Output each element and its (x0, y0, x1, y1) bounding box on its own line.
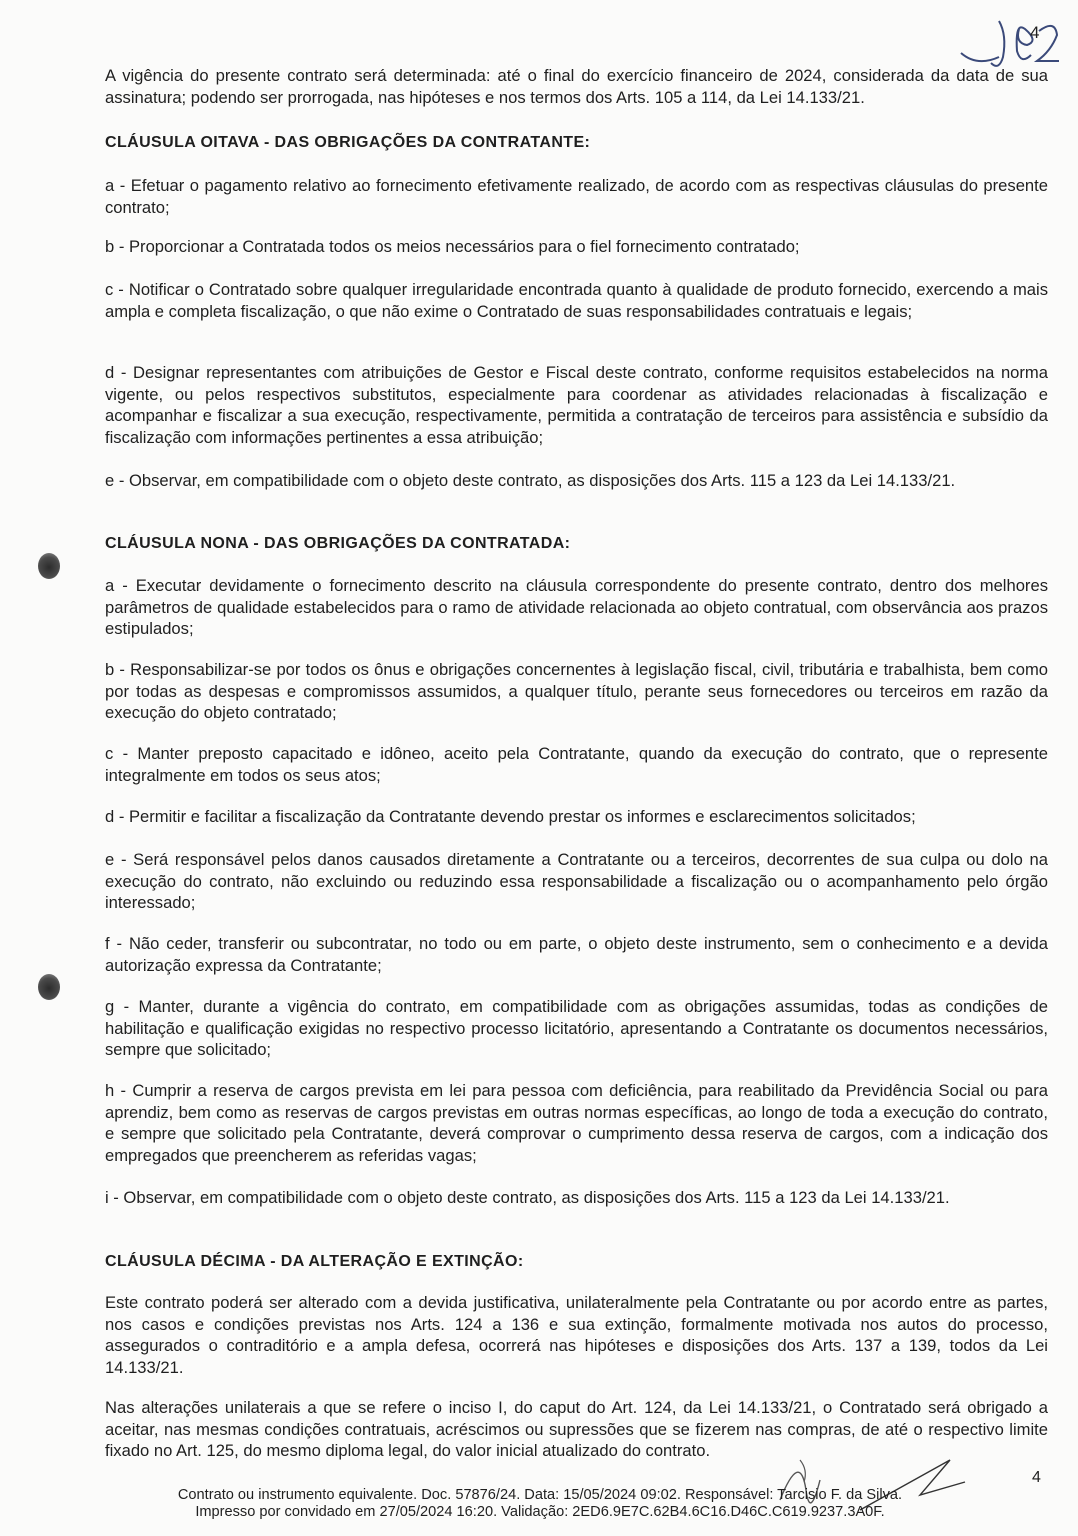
clause-8-item-b: b - Proporcionar a Contratada todos os meios necessários para o fiel fornecimento contratado; (105, 237, 800, 256)
clause-8-item-c: c - Notificar o Contratado sobre qualquer irregularidade encontrada quanto à qualidade de produto fornecido, exercendo a mais ampla e completa fiscalização, o que não exime o Contratado de suas responsabilidades contratuais e legais; (105, 280, 1048, 321)
clause-10-title: CLÁUSULA DÉCIMA - DA ALTERAÇÃO E EXTINÇÃO: (105, 1253, 524, 1270)
clause-9-item-c: c - Manter preposto capacitado e idôneo, aceito pela Contratante, quando da execução do contrato, que o represente integralmente em todos os seus atos; (105, 744, 1048, 785)
page-number-top: 4 (1030, 23, 1040, 42)
punch-hole-bottom (38, 974, 60, 1000)
punch-hole-top (38, 553, 60, 579)
page-number-bottom: 4 (1032, 1469, 1041, 1486)
clause-9-item-f: f - Não ceder, transferir ou subcontratar, no todo ou em parte, o objeto deste instrumento, sem o conhecimento e a devida autorização expressa da Contratante; (105, 934, 1048, 975)
clause-9-title: CLÁUSULA NONA - DAS OBRIGAÇÕES DA CONTRATADA: (105, 535, 571, 552)
clause-9-item-a: a - Executar devidamente o fornecimento descrito na cláusula correspondente do presente contrato, dentro dos melhores parâmetros de qualidade estabelecidos para o ramo de atividade relacionada ao objeto contratual, com observância aos prazos estipulados; (105, 576, 1048, 638)
clause-9-item-i: i - Observar, em compatibilidade com o objeto deste contrato, as disposições dos Arts. 115 a 123 da Lei 14.133/21. (105, 1188, 950, 1207)
clause-9-item-g: g - Manter, durante a vigência do contrato, em compatibilidade com as obrigações assumidas, todas as condições de habilitação e qualificação exigidas no respectivo processo licitatório, apresentando a Contratante os documentos necessários, sempre que solicitado; (105, 997, 1048, 1059)
clause-8-item-d: d - Designar representantes com atribuições de Gestor e Fiscal deste contrato, conforme requisitos estabelecidos na norma vigente, ou pelos respectivos substitutos, especialmente para coordenar as atividades relacionadas à fiscalização e acompanhar e fiscalizar a sua execução, respectivamente, permitida a contratação de terceiros para assistência e subsídio da fiscalização com informações pertinentes a essa atribuição; (105, 363, 1048, 447)
footer-line-2: Impresso por convidado em 27/05/2024 16:20. Validação: 2ED6.9E7C.62B4.6C16.D46C.C619.9237.3A0F. (195, 1504, 885, 1520)
footer-line-1: Contrato ou instrumento equivalente. Doc. 57876/24. Data: 15/05/2024 09:02. Responsável: Tarcisio F. da Silva. (177, 1487, 903, 1503)
clause-10-paragraph-1: Este contrato poderá ser alterado com a devida justificativa, unilateralmente pela Contratante ou por acordo entre as partes, nos casos e condições previstas nos Arts. 124 a 136 e sua extinção, formalmente motivada nos autos do processo, assegurados o contraditório e a ampla defesa, ocorrerá nas hipóteses e disposições dos Arts. 137 a 139, todos da Lei 14.133/21. (105, 1293, 1048, 1377)
clause-8-item-a: a - Efetuar o pagamento relativo ao fornecimento efetivamente realizado, de acordo com as respectivas cláusulas do presente contrato; (105, 176, 1048, 217)
intro-paragraph: A vigência do presente contrato será determinada: até o final do exercício financeiro de 2024, considerada da data de sua assinatura; podendo ser prorrogada, nas hipóteses e nos termos dos Arts. 105 a 114, da Lei 14.133/21. (105, 66, 1048, 107)
clause-9-item-e: e - Será responsável pelos danos causados diretamente a Contratante ou a terceiros, decorrentes de sua culpa ou dolo na execução do contrato, não excluindo ou reduzindo essa responsabilidade a fiscalização ou o acompanhamento pelo órgão interessado; (105, 850, 1048, 912)
clause-9-item-b: b - Responsabilizar-se por todos os ônus e obrigações concernentes à legislação fiscal, civil, tributária e trabalhista, bem como por todas as despesas e compromissos assumidos, a qualquer título, perante seus fornecedores ou terceiros em razão da execução do objeto contratado; (105, 660, 1048, 722)
clause-9-item-h: h - Cumprir a reserva de cargos prevista em lei para pessoa com deficiência, para reabilitado da Previdência Social ou para aprendiz, bem como as reservas de cargos previstas em outras normas específicas, ao longo de toda a execução do contrato, e sempre que solicitado pela Contratante, deverá comprovar o cumprimento dessa reserva de cargos, com a indicação dos empregados que preencherem as referidas vagas; (105, 1081, 1048, 1165)
clause-9-item-d: d - Permitir e facilitar a fiscalização da Contratante devendo prestar os informes e esclarecimentos solicitados; (105, 807, 916, 826)
clause-8-item-e: e - Observar, em compatibilidade com o objeto deste contrato, as disposições dos Arts. 115 a 123 da Lei 14.133/21. (105, 471, 956, 490)
clause-8-title: CLÁUSULA OITAVA - DAS OBRIGAÇÕES DA CONTRATANTE: (105, 134, 591, 151)
clause-10-paragraph-2: Nas alterações unilaterais a que se refere o inciso I, do caput do Art. 124, da Lei 14.133/21, o Contratado será obrigado a aceitar, nas mesmas condições contratuais, acréscimos ou supressões que se fizerem nas compras, de até o respectivo limite fixado no Art. 125, do mesmo diploma legal, do valor inicial atualizado do contrato. (105, 1398, 1048, 1460)
